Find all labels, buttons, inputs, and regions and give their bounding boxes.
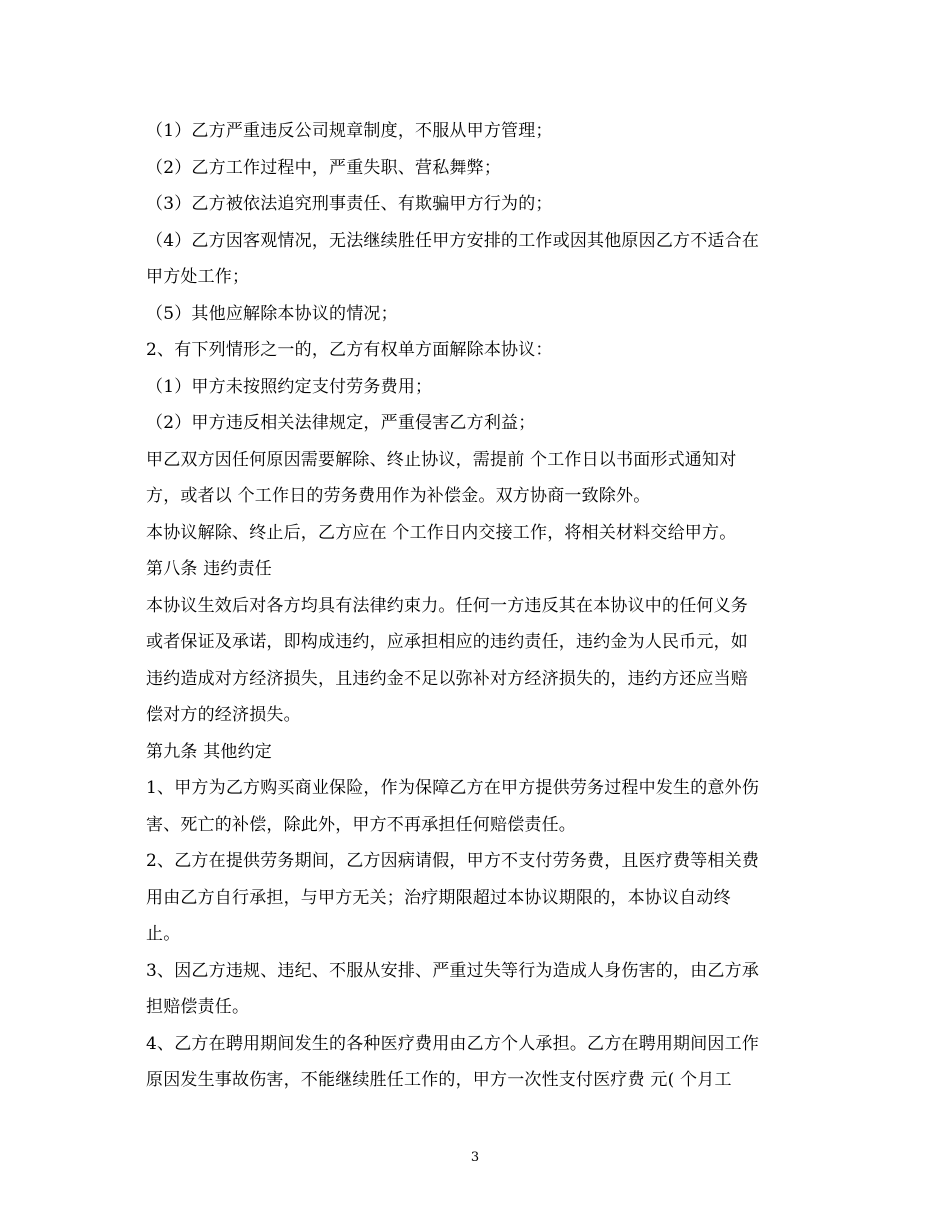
text-line: （4）乙方因客观情况，无法继续胜任甲方安排的工作或因其他原因乙方不适合在	[146, 230, 760, 251]
section-heading: 第八条 违约责任	[146, 559, 273, 579]
text-line: 违约造成对方经济损失，且违约金不足以弥补对方经济损失的，违约方还应当赔	[146, 668, 748, 689]
text-line: 偿对方的经济损失。	[146, 705, 301, 725]
text-line: （1）甲方未按照约定支付劳务费用；	[146, 376, 433, 397]
text-line: 2、有下列情形之一的，乙方有权单方面解除本协议：	[146, 340, 553, 360]
text-line: 4、乙方在聘用期间发生的各种医疗费用由乙方个人承担。乙方在聘用期间因工作	[146, 1033, 760, 1054]
text-line: 1、甲方为乙方购买商业保险，作为保障乙方在甲方提供劳务过程中发生的意外伤	[146, 778, 760, 798]
text-line: 原因发生事故伤害，不能继续胜任工作的，甲方一次性支付医疗费 元( 个月工	[146, 1070, 732, 1090]
text-line: （2）甲方违反相关法律规定，严重侵害乙方利益；	[146, 413, 536, 433]
text-line: 担赔偿责任。	[146, 997, 250, 1017]
text-line: 用由乙方自行承担，与甲方无关；治疗期限超过本协议期限的，本协议自动终	[146, 887, 731, 908]
text-line: 3、因乙方违规、违纪、不服从安排、严重过失等行为造成人身伤害的，由乙方承	[146, 960, 760, 981]
text-line: 害、死亡的补偿，除此外，甲方不再承担任何赔偿责任。	[146, 814, 576, 835]
text-line: 或者保证及承诺，即构成违约，应承担相应的违约责任，违约金为人民币元，如	[146, 632, 748, 652]
text-line: （3）乙方被依法追究刑事责任、有欺骗甲方行为的；	[146, 194, 553, 214]
text-line: （2）乙方工作过程中，严重失职、营私舞弊；	[146, 157, 502, 178]
text-line: 2、乙方在提供劳务期间，乙方因病请假，甲方不支付劳务费，且医疗费等相关费	[146, 851, 760, 871]
text-line: 止。	[146, 924, 181, 944]
text-line: 方，或者以 个工作日的劳务费用作为补偿金。双方协商一致除外。	[146, 486, 651, 506]
text-line: 甲乙双方因任何原因需要解除、终止协议，需提前 个工作日以书面形式通知对	[146, 449, 737, 470]
section-heading: 第九条 其他约定	[146, 741, 273, 762]
text-line: 本协议生效后对各方均具有法律约束力。任何一方违反其在本协议中的任何义务	[146, 595, 748, 616]
text-line: 本协议解除、终止后，乙方应在 个工作日内交接工作，将相关材料交给甲方。	[146, 522, 737, 543]
document-body	[146, 113, 811, 1099]
text-line: （5）其他应解除本协议的情况；	[146, 303, 398, 324]
text-line: 甲方处工作；	[146, 267, 250, 287]
text-line: （1）乙方严重违反公司规章制度，不服从甲方管理；	[146, 121, 553, 141]
page-number: 3	[470, 1150, 480, 1165]
